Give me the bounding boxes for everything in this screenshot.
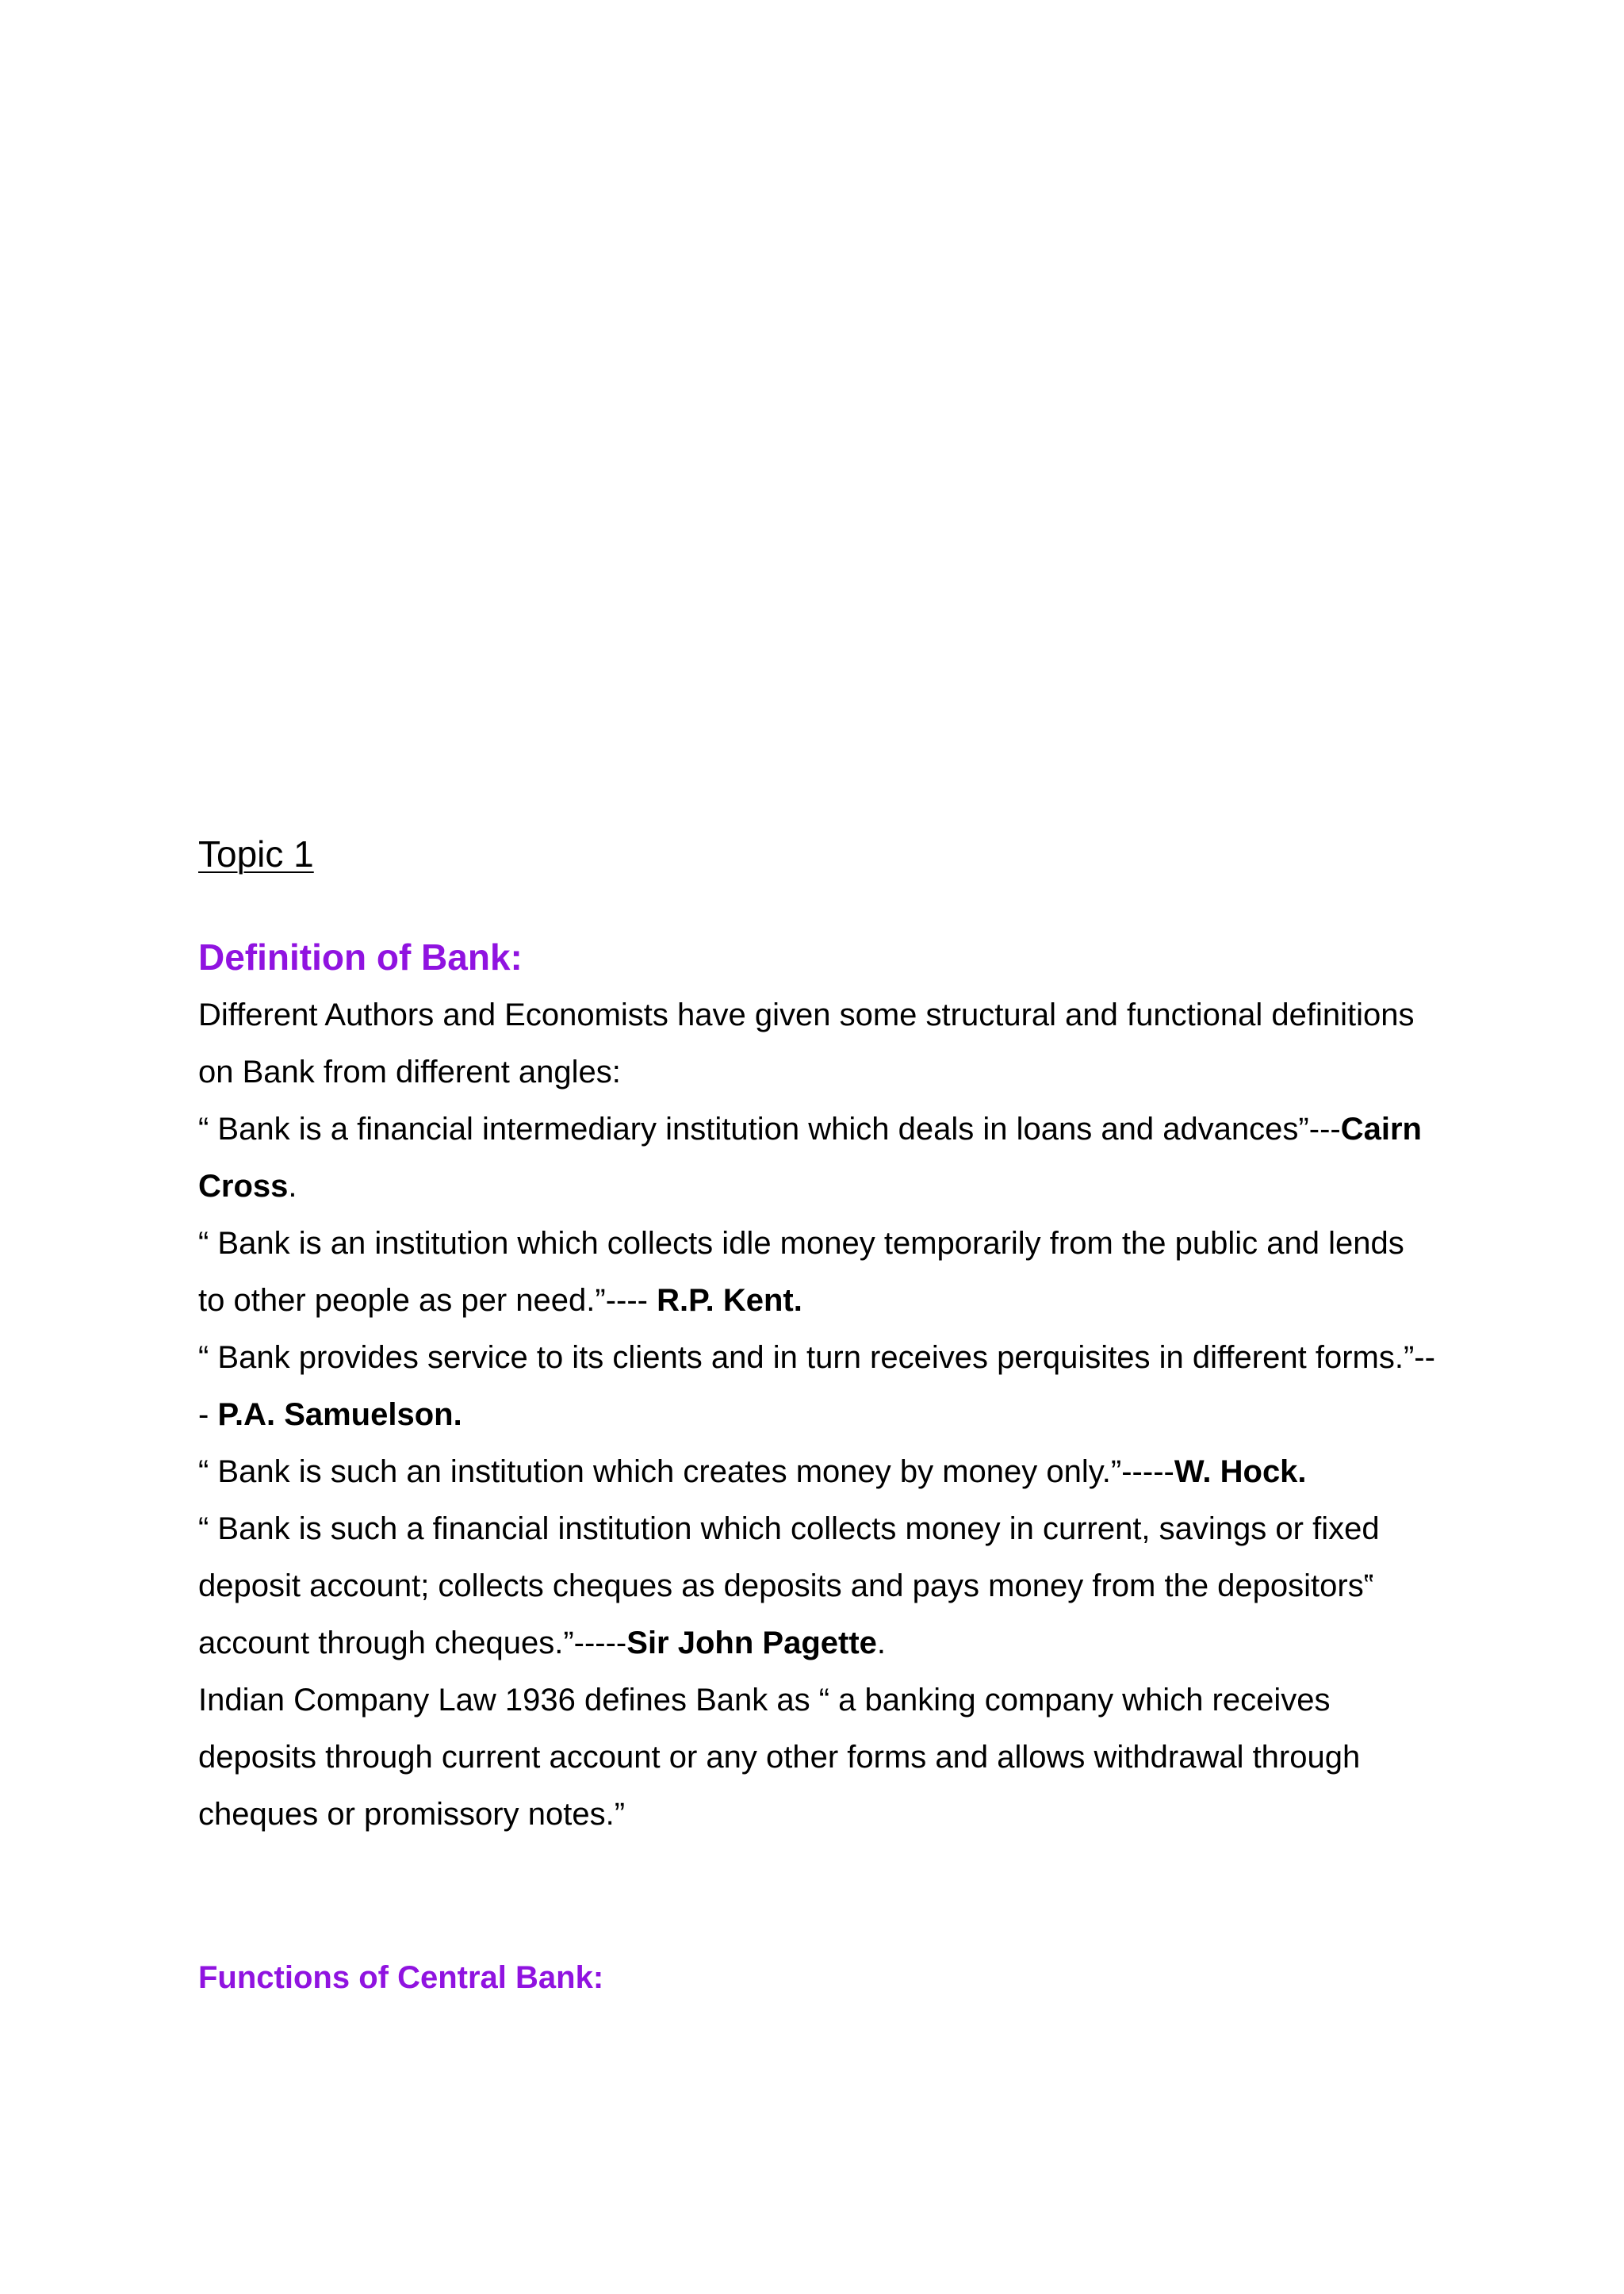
definition-suffix: . bbox=[288, 1169, 297, 1204]
definition-body bbox=[198, 986, 1435, 1843]
definition-author: Cairn Cross bbox=[198, 1112, 1422, 1204]
definition-quote: “ Bank provides service to its clients and in turn receives perquisites in different forms.”--- bbox=[198, 1340, 1435, 1432]
definition-author: Sir John Pagette bbox=[626, 1626, 877, 1660]
definition-heading: Definition of Bank: bbox=[198, 936, 523, 978]
law-definition-paragraph: Indian Company Law 1936 defines Bank as “ a banking company which receives deposits through current account or any other forms and allows withdrawal through cheques or promissory notes.” bbox=[198, 1683, 1361, 1832]
functions-subheading: Functions of Central Bank: bbox=[198, 1960, 604, 1995]
definition-item bbox=[198, 1101, 1435, 1215]
document-page bbox=[198, 0, 1435, 2294]
definition-author: W. Hock. bbox=[1174, 1454, 1307, 1489]
definition-item bbox=[198, 1443, 1435, 1500]
topic-label: Topic 1 bbox=[198, 833, 314, 875]
definition-quote: “ Bank is such a financial institution which collects money in current, savings or fixed deposit account; collects cheques as deposits and pays money from the depositors‟ account through cheques.”----- bbox=[198, 1511, 1380, 1660]
definition-suffix: . bbox=[876, 1626, 887, 1660]
definition-author: P.A. Samuelson. bbox=[217, 1397, 462, 1432]
definition-author: R.P. Kent. bbox=[657, 1283, 802, 1318]
intro-paragraph: Different Authors and Economists have given some structural and functional definitions on Bank from different angles: bbox=[198, 998, 1415, 1090]
definition-quote: “ Bank is an institution which collects idle money temporarily from the public and lends to other people as per need.”---- bbox=[198, 1226, 1404, 1318]
definition-item bbox=[198, 1215, 1435, 1329]
definition-item bbox=[198, 1329, 1435, 1443]
definition-quote: “ Bank is a financial intermediary institution which deals in loans and advances”--- bbox=[198, 1112, 1341, 1147]
definition-quote: “ Bank is such an institution which creates money by money only.”----- bbox=[198, 1454, 1174, 1489]
definition-item bbox=[198, 1500, 1435, 1672]
